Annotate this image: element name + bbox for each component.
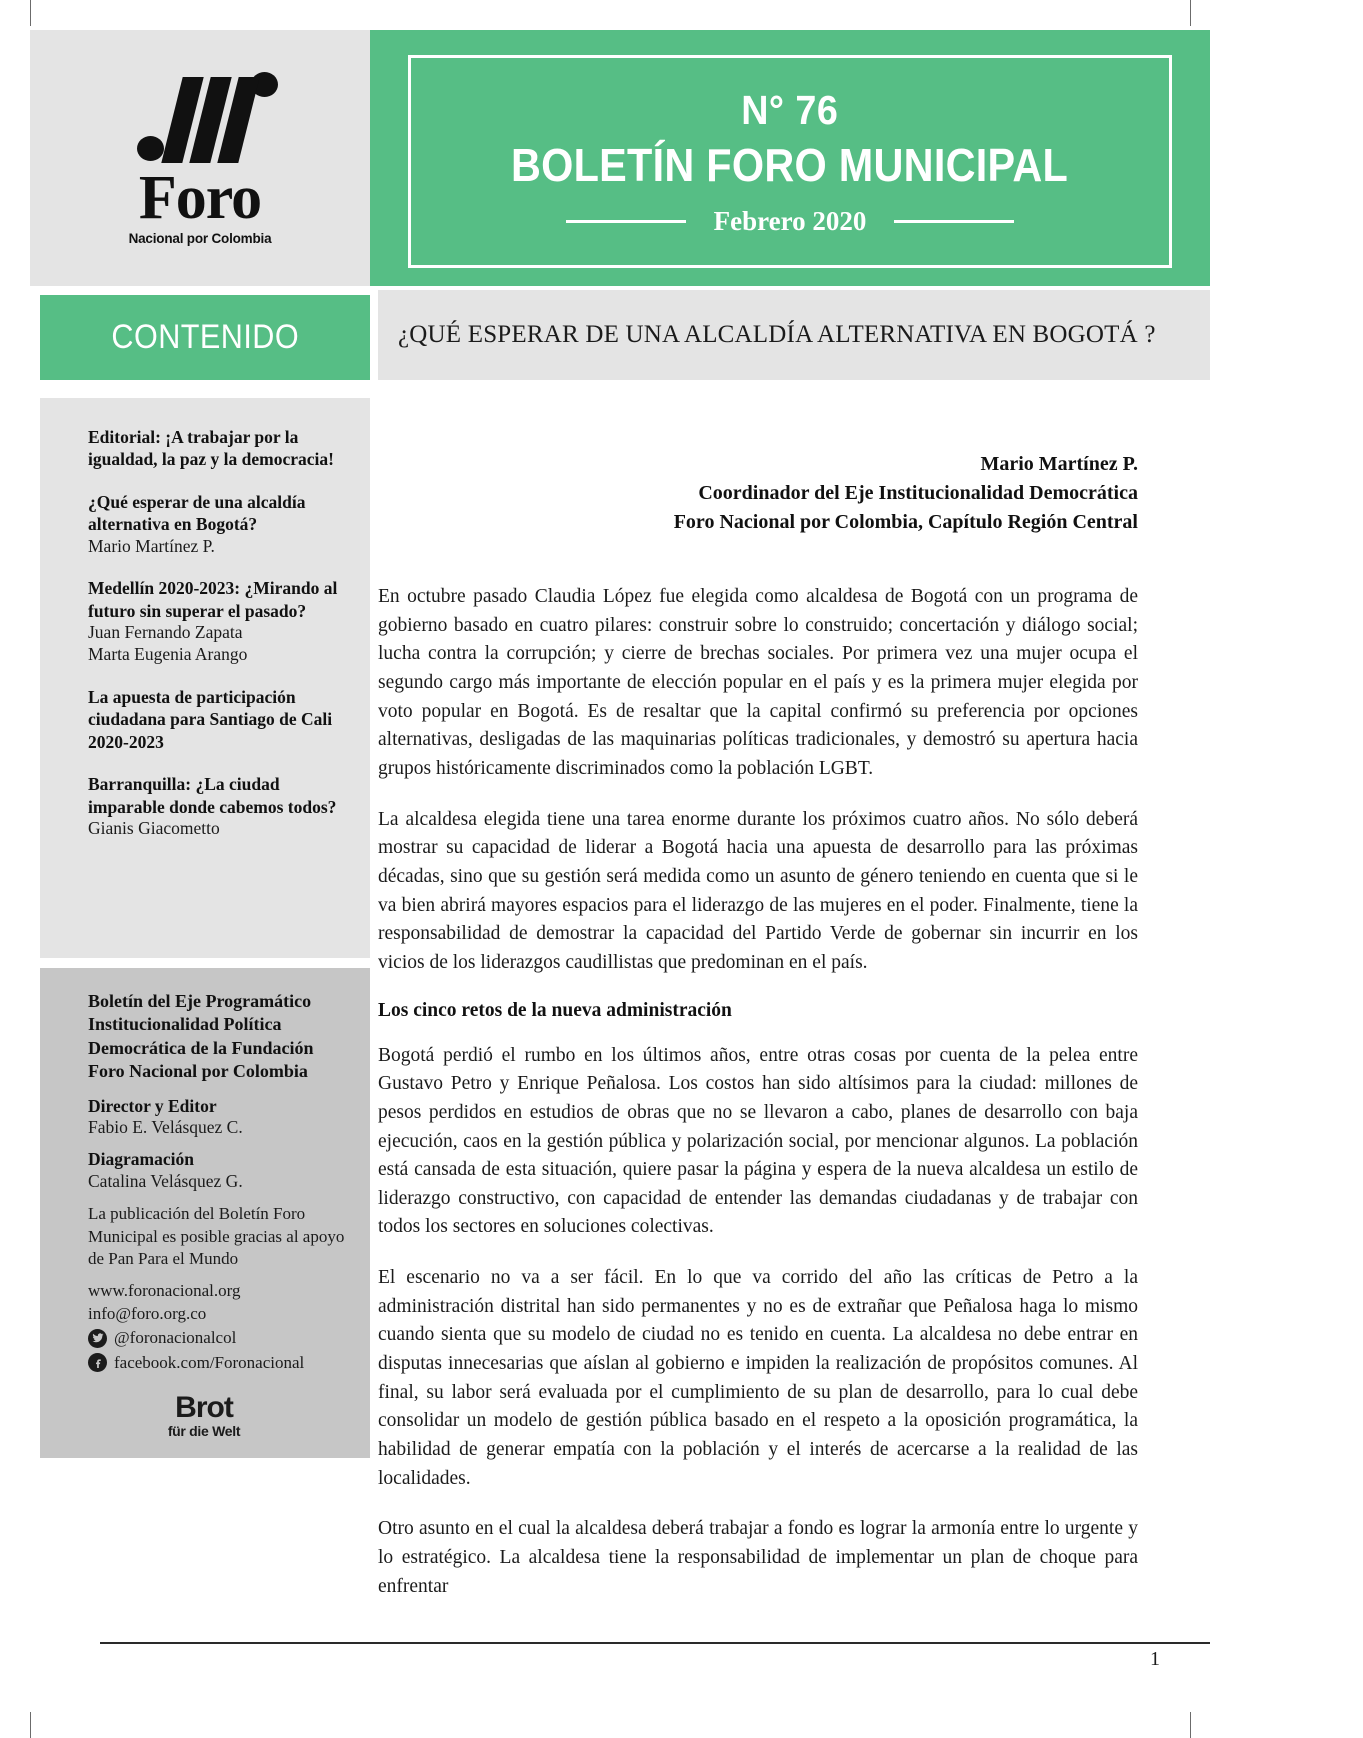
toc-entry[interactable] xyxy=(88,773,344,840)
toc-entry-title: Medellín 2020-2023: ¿Mirando al futuro sin superar el pasado? xyxy=(88,578,338,621)
crop-tick-bottom-left xyxy=(30,1712,31,1738)
article-title: ¿QUÉ ESPERAR DE UNA ALCALDÍA ALTERNATIVA EN BOGOTÁ ? xyxy=(398,321,1156,349)
date-rule-left xyxy=(566,220,686,223)
article-paragraph: Bogotá perdió el rumbo en los últimos años, entre otras cosas por cuenta de la pelea entre Gustavo Petro y Enrique Peñalosa. Los costos han sido altísimos para la ciudad: millones de pesos perdidos en estudios de obras que no se llevaron a cabo, planes de desarrollo con baja ejecución, caos en la gestión pública y polarización social, por mencionar algunos. La población está cansada de esta situación, quiere pasar la página y espera de la nueva alcaldesa un estilo de liderazgo constructivo, con capacidad de entender las demandas ciudadanas y de trabajar con todos los sectores en soluciones colectivas. xyxy=(378,1044,1138,1238)
publication-title: BOLETÍN FORO MUNICIPAL xyxy=(511,138,1069,191)
toc-entry-author: Mario Martínez P. xyxy=(88,535,215,556)
issue-date: Febrero 2020 xyxy=(713,205,867,236)
masthead-credits xyxy=(40,968,370,1458)
masthead-heading: Boletín del Eje Programático Institucionalidad Política Democrática de la Fundación Foro Nacional por Colombia xyxy=(88,991,314,1082)
director-role-label: Director y Editor xyxy=(88,1095,217,1116)
contenido-label: CONTENIDO xyxy=(111,318,299,356)
crop-tick-bottom-right xyxy=(1190,1712,1191,1738)
byline-affiliation: Foro Nacional por Colombia, Capítulo Región Central xyxy=(673,511,1138,533)
article-paragraph: Otro asunto en el cual la alcaldesa deberá trabajar a fondo es lograr la armonía entre lo urgente y lo estratégico. La alcaldesa tiene la responsabilidad de implementar un plan de choque para enfrentar xyxy=(378,1518,1138,1597)
toc-entry-author: Gianis Giacometto xyxy=(88,817,220,838)
facebook-icon xyxy=(88,1353,107,1372)
article-body xyxy=(378,450,1138,1623)
facebook-handle[interactable]: facebook.com/Foronacional xyxy=(114,1352,305,1372)
email-link[interactable]: info@foro.org.co xyxy=(88,1303,207,1323)
masthead-header xyxy=(30,30,1210,286)
twitter-row[interactable] xyxy=(88,1327,350,1349)
director-name: Fabio E. Velásquez C. xyxy=(88,1117,243,1138)
date-rule-right xyxy=(894,220,1014,223)
toc-entry-author: Juan Fernando Zapata xyxy=(88,622,243,643)
crop-tick-top-left xyxy=(30,0,31,26)
toc-entry[interactable] xyxy=(88,577,344,666)
article-paragraph: La alcaldesa elegida tiene una tarea enorme durante los próximos cuatro años. No sólo deberá mostrar su capacidad de liderar a Bogotá hacia una apuesta de desarrollo para las próximas décadas, sino que su gestión será medida como un asunto de género teniendo en cuenta que si le va bien abrirá mayores espacios para el liderazgo de las mujeres en el poder. Finalmente, tiene la responsabilidad de demostrar la capacidad del Partido Verde de gobernar sin incurrir en los vicios de los liderazgos caudillistas que predominan en el país. xyxy=(378,808,1138,973)
twitter-handle[interactable]: @foronacionalcol xyxy=(114,1328,237,1348)
byline-author: Mario Martínez P. xyxy=(980,453,1138,475)
crop-tick-top-right xyxy=(1190,0,1191,26)
byline-role: Coordinador del Eje Institucionalidad Democrática xyxy=(698,482,1138,504)
footer-divider xyxy=(100,1642,1210,1644)
sponsor-logo-subtitle: für die Welt xyxy=(167,1422,241,1439)
page-number: 1 xyxy=(1150,1648,1160,1670)
article-paragraph: En octubre pasado Claudia López fue elegida como alcaldesa de Bogotá con un programa de gobierno basado en cuatro pilares: construir sobre lo construido; concertación y diálogo social; lucha contra la corrupción; y cierre de brechas sociales. Por primera vez una mujer ocupa el segundo cargo más importante de elección popular en el país y es la primera mujer elegida por voto popular en Bogotá. Es de resaltar que la capital confirmó su preferencia por opciones alternativas, desligadas de las maquinarias políticas tradicionales, y demostró su apertura hacia grupos históricamente discriminados como la población LGBT. xyxy=(378,586,1138,779)
toc-entry-title: ¿Qué esperar de una alcaldía alternativa en Bogotá? xyxy=(88,491,306,535)
logo-subtitle: Nacional por Colombia xyxy=(128,230,272,246)
foro-logo xyxy=(30,30,370,286)
website-link[interactable]: www.foronacional.org xyxy=(88,1281,241,1301)
toc-entry[interactable] xyxy=(88,491,344,558)
article-title-bar xyxy=(378,290,1210,380)
issue-banner xyxy=(370,30,1210,286)
issue-date-row xyxy=(566,206,1015,237)
foro-logo-mark-icon xyxy=(120,70,280,170)
issue-number: N° 76 xyxy=(741,86,839,133)
support-note: La publicación del Boletín Foro Municipal es posible gracias al apoyo de Pan Para el Mundo xyxy=(88,1204,345,1268)
toc-entry-title: Barranquilla: ¿La ciudad imparable donde cabemos todos? xyxy=(88,774,337,817)
toc-entry-author: Marta Eugenia Arango xyxy=(88,644,248,665)
article-paragraph: El escenario no va a ser fácil. En lo que va corrido del año las críticas de Petro a la administración distrital han sido permanentes y no es de extrañar que Peñalosa haga lo mismo cuando sienta que su modelo de ciudad no es tenido en cuenta. La alcaldesa no debe entrar en disputas innecesarias que aíslan al gobierno e impiden la realización de propósitos comunes. Al final, su labor será evaluada por el cumplimiento de su plan de desarrollo, para lo cual debe consolidar un modelo de gestión pública basado en el respeto a la oposición programática, la habilidad de generar empatía con la población y el interés de acercarse a la realidad de las localidades. xyxy=(378,1267,1138,1489)
facebook-row[interactable] xyxy=(88,1352,350,1374)
logo-wordmark: Foro xyxy=(138,164,262,233)
article-section-heading: Los cinco retos de la nueva administración xyxy=(378,999,732,1021)
toc-entry[interactable] xyxy=(88,686,344,753)
twitter-icon xyxy=(88,1329,107,1348)
sponsor-logo-word: Brot xyxy=(175,1391,233,1425)
layout-name: Catalina Velásquez G. xyxy=(88,1171,243,1192)
toc-entry-title: La apuesta de participación ciudadana para Santiago de Cali 2020-2023 xyxy=(88,686,333,752)
toc-entry[interactable] xyxy=(88,426,344,471)
layout-role-label: Diagramación xyxy=(88,1149,194,1170)
sponsor-logo xyxy=(88,1391,350,1439)
article-byline xyxy=(378,450,1138,537)
table-of-contents xyxy=(40,398,370,958)
contenido-bar xyxy=(40,295,370,380)
toc-entry-title: Editorial: ¡A trabajar por la igualdad, la paz y la democracia! xyxy=(88,427,334,470)
